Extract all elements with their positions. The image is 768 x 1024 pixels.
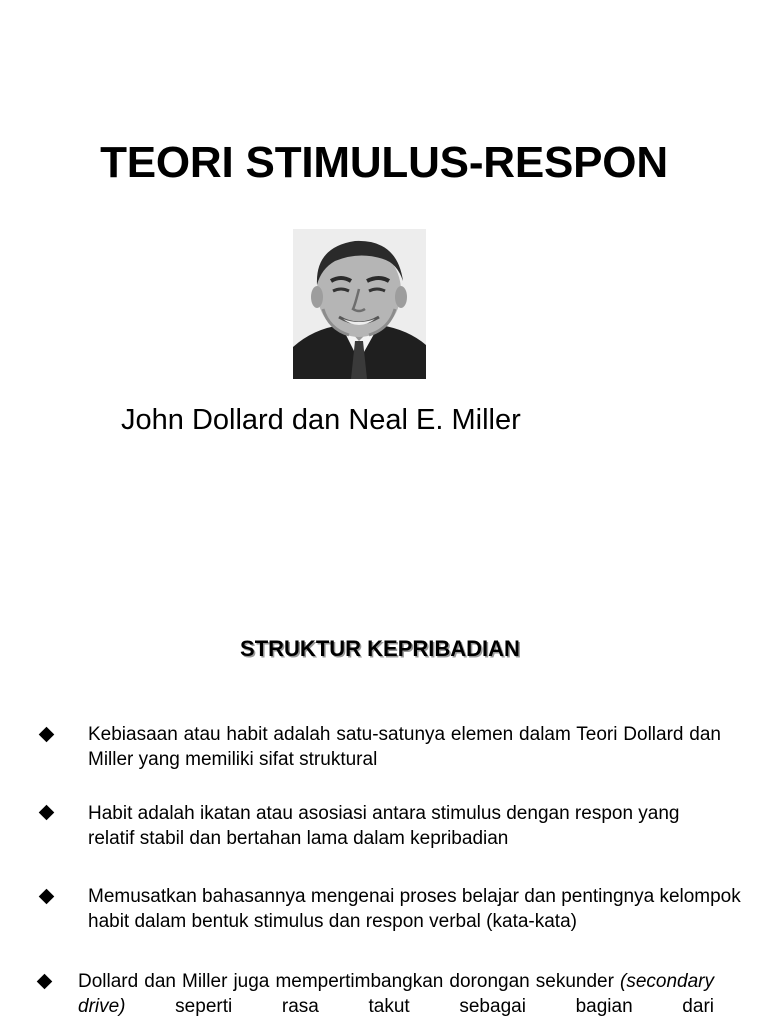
bullet-text: Memusatkan bahasannya mengenai proses belajar dan pentingnya kelompok habit dalam bentuk stimulus dan respon verbal (kata-kata): [88, 886, 741, 932]
bullet-text-end: seperti rasa takut sebagai bagian dari: [125, 996, 714, 1017]
bullet-text-italic: (secondary drive): [78, 971, 714, 1017]
bullet-item: [40, 722, 721, 772]
section-heading: STRUKTUR KEPRIBADIAN: [240, 636, 520, 661]
diamond-bullet-icon: [39, 727, 55, 743]
bullet-text-start: Dollard dan Miller juga mempertimbangkan dorongan sekunder: [78, 971, 620, 992]
diamond-bullet-icon: [39, 805, 55, 821]
bullet-item: [38, 969, 714, 1019]
bullet-item: [40, 884, 748, 934]
bullet-text: [78, 969, 714, 1019]
portrait-illustration: [293, 229, 426, 379]
diamond-bullet-icon: [39, 889, 55, 905]
authors-subtitle: John Dollard dan Neal E. Miller: [121, 404, 521, 436]
diamond-bullet-icon: [37, 974, 53, 990]
bullet-item: [40, 801, 721, 851]
bullet-text: Kebiasaan atau habit adalah satu-satunya elemen dalam Teori Dollard dan Miller yang memiliki sifat struktural: [88, 724, 721, 770]
portrait-photo: [293, 229, 426, 379]
bullet-text: Habit adalah ikatan atau asosiasi antara stimulus dengan respon yang relatif stabil dan bertahan lama dalam kepribadian: [88, 803, 680, 849]
slide-title: TEORI STIMULUS-RESPON: [100, 138, 668, 187]
